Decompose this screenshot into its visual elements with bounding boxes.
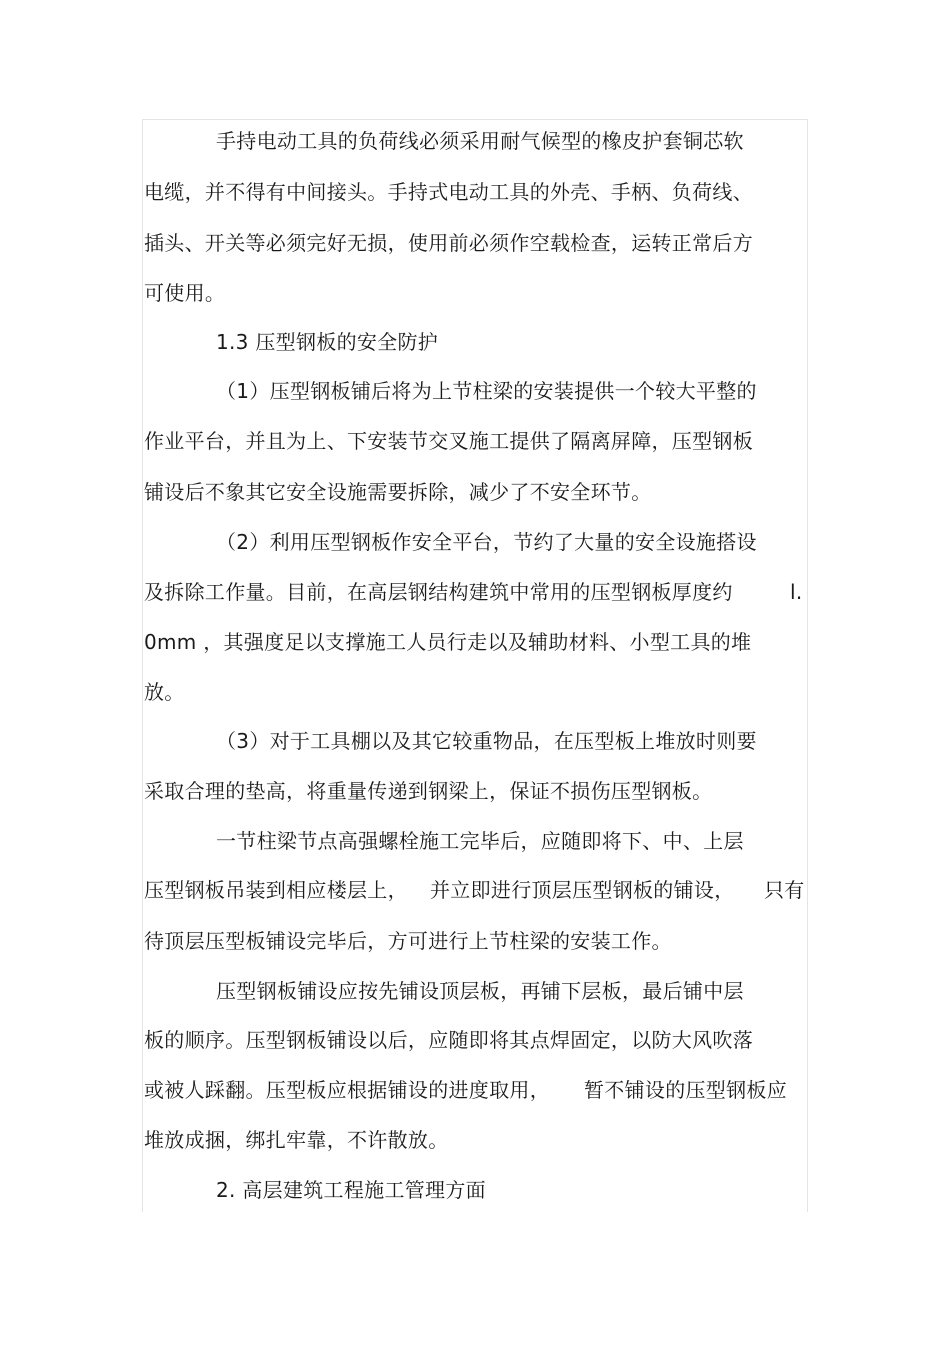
text-line: 作业平台，并且为上、下安装节交叉施工提供了隔离屏障，压型钢板	[144, 429, 753, 453]
section-heading-2: 2. 高层建筑工程施工管理方面	[216, 1178, 486, 1202]
text-fragment: 压型钢板吊装到相应楼层上，	[144, 878, 408, 902]
text-line: 铺设后不象其它安全设施需要拆除，减少了不安全环节。	[144, 480, 652, 504]
text-fragment: 暂不铺设的压型钢板应	[584, 1078, 787, 1102]
text-line: 手持电动工具的负荷线必须采用耐气候型的橡皮护套铜芯软	[216, 129, 744, 153]
text-line: （2）利用压型钢板作安全平台，节约了大量的安全设施搭设	[216, 530, 757, 554]
text-line: 采取合理的垫高，将重量传递到钢梁上，保证不损伤压型钢板。	[144, 779, 713, 803]
text-line: 放。	[144, 680, 185, 704]
section-heading-1-3: 1.3 压型钢板的安全防护	[216, 330, 439, 354]
page-frame-right	[807, 119, 808, 1212]
text-line: 0mm ，其强度足以支撑施工人员行走以及辅助材料、小型工具的堆	[144, 630, 752, 654]
text-line: （1）压型钢板铺后将为上节柱梁的安装提供一个较大平整的	[216, 379, 757, 403]
text-line: 可使用。	[144, 281, 226, 305]
text-line: 电缆，并不得有中间接头。手持式电动工具的外壳、手柄、负荷线、	[144, 180, 753, 204]
text-line: 一节柱梁节点高强螺栓施工完毕后，应随即将下、中、上层	[216, 829, 744, 853]
text-fragment: 并立即进行顶层压型钢板的铺设，	[430, 878, 735, 902]
text-line: 压型钢板铺设应按先铺设顶层板，再铺下层板，最后铺中层	[216, 979, 744, 1003]
text-line: 插头、开关等必须完好无损，使用前必须作空载检查，运转正常后方	[144, 231, 753, 255]
text-line: 待顶层压型板铺设完毕后，方可进行上节柱梁的安装工作。	[144, 929, 672, 953]
page-frame-left	[142, 119, 143, 1212]
text-line: 板的顺序。压型钢板铺设以后，应随即将其点焊固定，以防大风吹落	[144, 1028, 753, 1052]
text-line: 及拆除工作量。目前，在高层钢结构建筑中常用的压型钢板厚度约	[144, 580, 733, 604]
page-frame-top	[142, 119, 808, 120]
text-fragment: 或被人踩翻。压型板应根据铺设的进度取用，	[144, 1078, 550, 1102]
text-line: 堆放成捆，绑扎牢靠，不许散放。	[144, 1128, 449, 1152]
text-fragment: 只有	[764, 878, 805, 902]
text-fragment: l.	[790, 580, 803, 604]
text-line: （3）对于工具棚以及其它较重物品，在压型板上堆放时则要	[216, 729, 757, 753]
